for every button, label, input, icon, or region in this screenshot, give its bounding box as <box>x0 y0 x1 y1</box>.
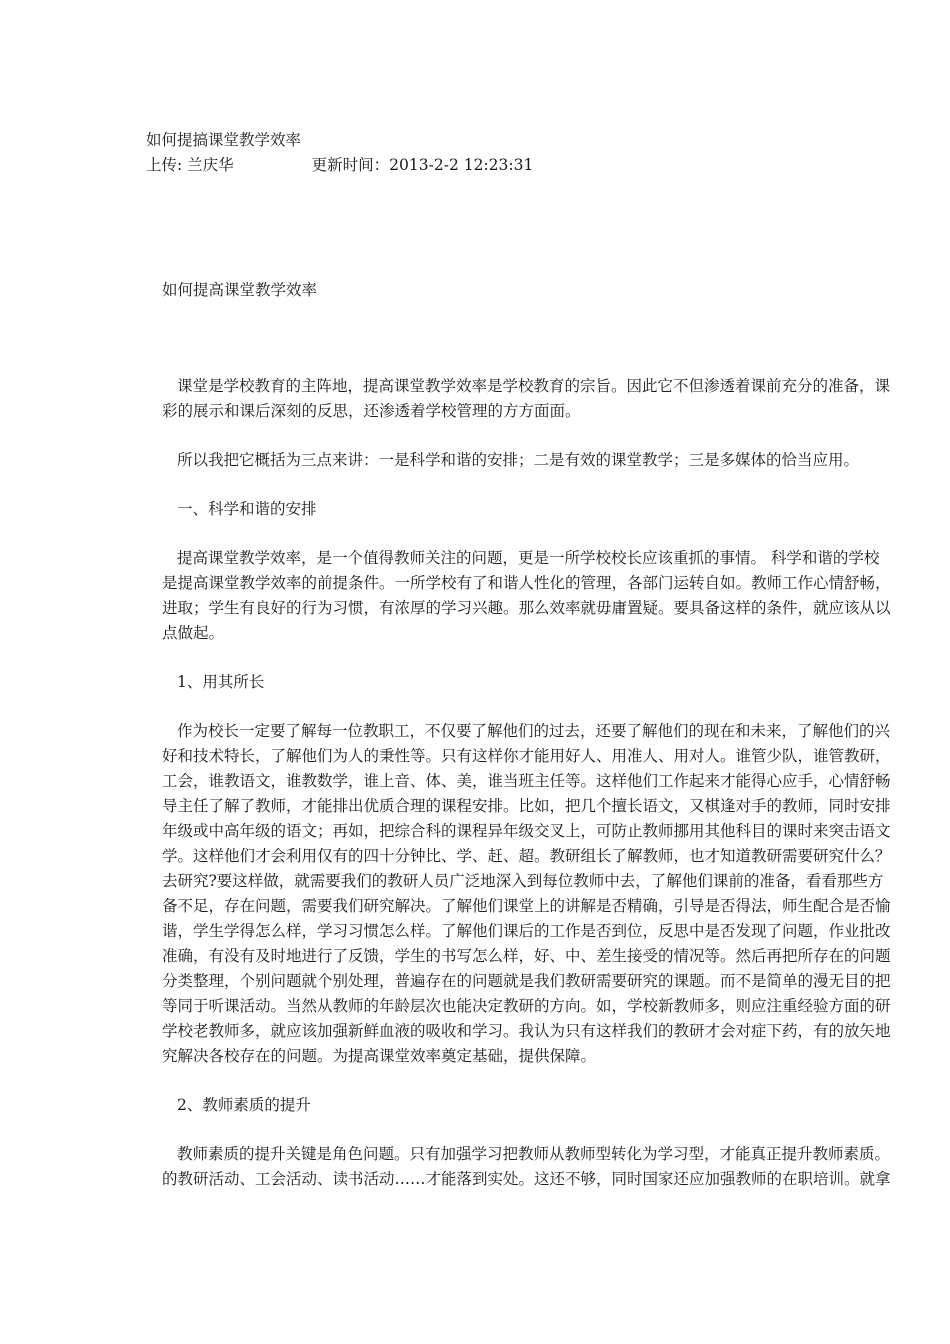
text-line: 是提高课堂教学效率的前提条件。一所学校有了和谐人性化的管理，各部门运转自如。教师工作心情舒畅， <box>162 574 891 592</box>
text-line: 教师素质的提升关键是角色问题。只有加强学习把教师从教师型转化为学习型，才能真正提升教师素质。 <box>177 1145 891 1163</box>
text-line: 学。这样他们才会利用仅有的四十分钟比、学、赶、超。教研组长了解教师，也才知道教研需要研究什么？ <box>162 847 891 865</box>
text-line: 所以我把它概括为三点来讲：一是科学和谐的安排；二是有效的课堂教学；三是多媒体的恰当应用。 <box>177 451 860 469</box>
text-line: 谐，学生学得怎么样，学习习惯怎么样。了解他们课后的工作是否到位，反思中是否发现了问题，作业批改 <box>162 922 891 940</box>
paragraph-4 <box>162 719 950 1069</box>
text-line: 分类整理，个别问题就个别处理，普遍存在的问题就是我们教研需要研究的课题。而不是简单的漫无目的把 <box>162 972 891 990</box>
text-line: 准确，有没有及时地进行了反馈，学生的书写怎么样，好、中、差生接受的情况等。然后再把所存在的问题 <box>162 947 891 965</box>
uploader-label: 上传: 兰庆华 <box>146 156 234 174</box>
text-line: 彩的展示和课后深刻的反思，还渗透着学校管理的方方面面。 <box>162 402 581 420</box>
text-line: 好和技术特长，了解他们为人的秉性等。只有这样你才能用好人、用准人、用对人。谁管少队，谁管教研， <box>162 747 891 765</box>
text-line: 去研究?要这样做，就需要我们的教研人员广泛地深入到每位教师中去，了解他们课前的准备，看看那些方 <box>162 872 884 890</box>
section-heading-3: 2、教师素质的提升 <box>177 1096 311 1114</box>
text-line: 究解决各校存在的问题。为提高课堂效率奠定基础，提供保障。 <box>162 1047 597 1065</box>
text-line: 学校老教师多，就应该加强新鲜血液的吸收和学习。我认为只有这样我们的教研才会对症下药，有的放矢地 <box>162 1022 891 1040</box>
text-line: 点做起。 <box>162 624 225 642</box>
text-line: 年级或中高年级的语文；再如，把综合科的课程异年级交叉上，可防止教师挪用其他科目的课时来突击语文 <box>162 822 891 840</box>
article-body <box>162 374 950 1216</box>
text-line: 的教研活动、工会活动、读书活动……才能落到实处。这还不够，同时国家还应加强教师的在职培训。就拿 <box>162 1170 891 1188</box>
text-line: 导主任了解了教师，才能排出优质合理的课程安排。比如，把几个擅长语文，又棋逢对手的教师，同时安排 <box>162 797 891 815</box>
section-heading-1: 一、科学和谐的安排 <box>177 500 317 518</box>
text-line: 进取；学生有良好的行为习惯，有浓厚的学习兴趣。那么效率就毋庸置疑。要具备这样的条件，就应该从以 <box>162 599 891 617</box>
text-line: 工会，谁教语文，谁教数学，谁上音、体、美，谁当班主任等。这样他们工作起来才能得心应手，心情舒畅 <box>162 772 891 790</box>
text-line: 备不足，存在问题，需要我们研究解决。了解他们课堂上的讲解是否精确，引导是否得法，师生配合是否愉 <box>162 897 891 915</box>
text-line: 等同于听课活动。当然从教师的年龄层次也能决定教研的方向。如，学校新教师多，则应注重经验方面的研 <box>162 997 891 1015</box>
article-title: 如何提高课堂教学效率 <box>162 281 318 299</box>
document-heading: 如何提搞课堂教学效率 <box>146 131 302 149</box>
text-line: 课堂是学校教育的主阵地，提高课堂教学效率是学校教育的宗旨。因此它不但渗透着课前充分的准备，课 <box>177 377 891 395</box>
document-header <box>146 128 533 178</box>
meta-row <box>146 153 533 178</box>
text-line: 作为校长一定要了解每一位教职工，不仅要了解他们的过去，还要了解他们的现在和未来，了解他们的兴 <box>177 722 891 740</box>
paragraph-3 <box>162 546 950 646</box>
paragraph-2 <box>162 448 950 473</box>
section-heading-2: 1、用其所长 <box>177 673 265 691</box>
update-time-label: 更新时间：2013-2-2 12:23:31 <box>311 156 534 174</box>
paragraph-5 <box>162 1142 950 1192</box>
paragraph-1 <box>162 374 950 424</box>
text-line: 提高课堂教学效率，是一个值得教师关注的问题，更是一所学校校长应该重抓的事情。 科学和谐的学校 <box>177 549 880 567</box>
